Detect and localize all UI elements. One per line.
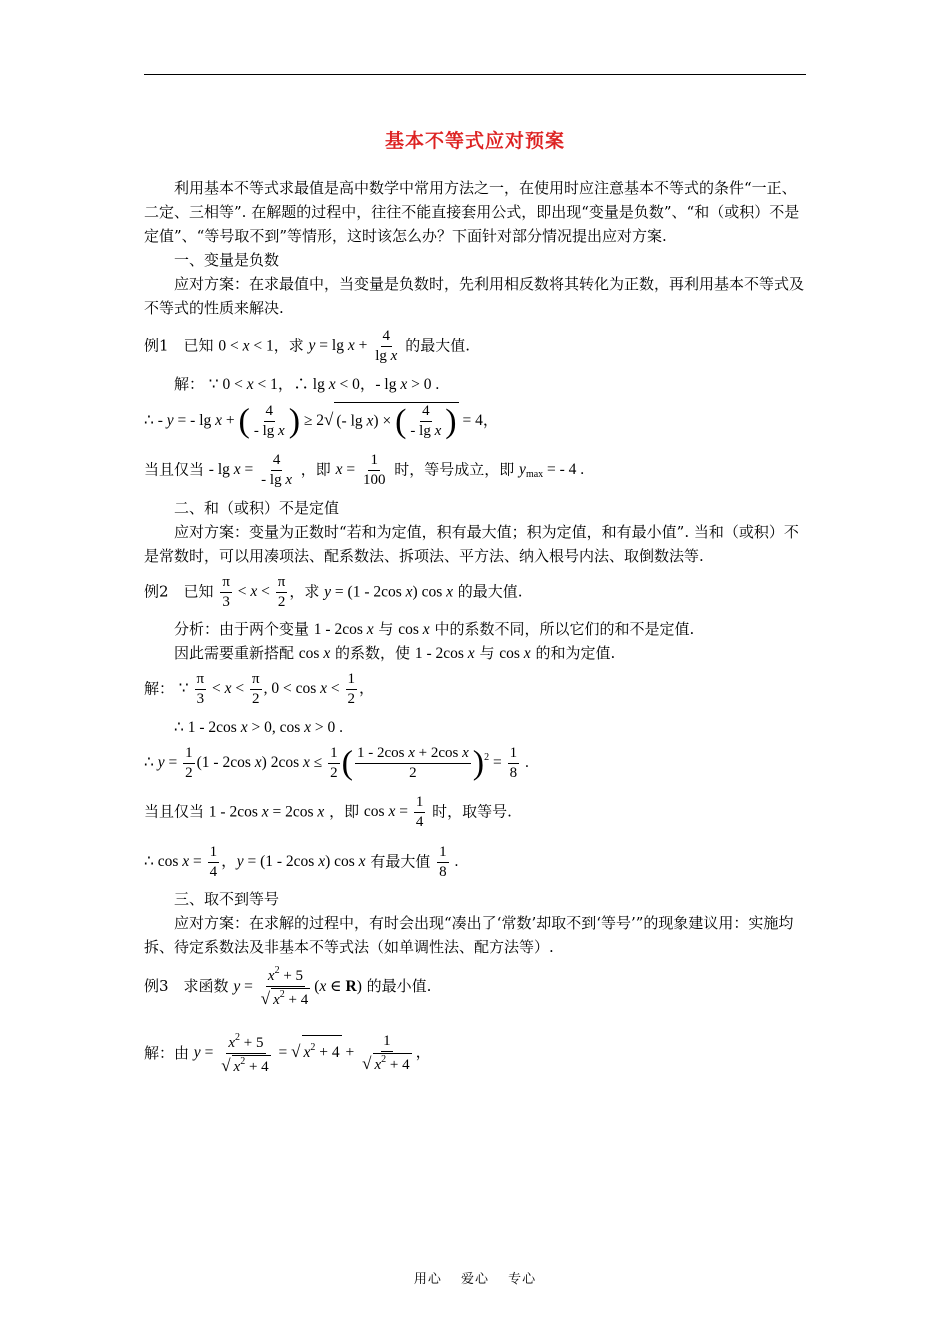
analysis-text-c: 中的系数不同，所以它们的和不是定值. bbox=[434, 620, 695, 638]
example1: 例1 已知 0 < x < 1，求 y = lg x + $\frac{4}{\text{lg x}}$ 的最大值. bbox=[144, 328, 470, 365]
example2-label: 例2 已知 bbox=[144, 581, 214, 600]
example2: 例2 已知 $\frac{\pi}{3}$ < x < $\frac{\pi}{2}$ ，求 y = (1 - 2cos x) cos x 的最大值. bbox=[144, 573, 523, 610]
conclusion-text: 有最大值 bbox=[370, 851, 431, 870]
example3: 例3 求函数 y = $\frac{x^2 + 5}{√ x^2 + 4}$ (x ∈ R) 的最小值. bbox=[144, 965, 432, 1009]
example1-solution-line1: 解： ∵ 0 < x < 1，∴ lg x < 0，- lg x > 0 . bbox=[174, 374, 440, 393]
page-footer bbox=[0, 1268, 950, 1287]
analysis-text-a: 分析：由于两个变量 bbox=[174, 620, 310, 638]
footer-text-3: 专心 bbox=[508, 1272, 537, 1287]
example1-tail: 的最大值. bbox=[405, 336, 470, 355]
intro-paragraph: 利用基本不等式求最值是高中数学中常用方法之一，在使用时应注意基本不等式的条件“一正、二定、三相等”. 在解题的过程中，往往不能直接套用公式，即出现“变量是负数”、“和（或积）不是定值”、“等号取不到”等情形，这时该怎么办？下面针对部分情况提出应对方案. bbox=[144, 179, 800, 245]
analysis2-text-a: 因此需要重新搭配 bbox=[174, 644, 295, 662]
equality-label: 当且仅当 bbox=[144, 802, 205, 821]
equality-tail: 时，等号成立，即 bbox=[394, 460, 515, 479]
document-body bbox=[144, 176, 808, 1082]
example3-solution: 解：由 y = $\frac{x^2 + 5}{√ x^2 + 4}$ = √ $x^2 + 4$ + $\frac{1}{√ x^2 + 4}$ ， bbox=[144, 1031, 432, 1075]
example2-equality: 当且仅当 1 - 2cos x = 2cos x ，即 cos x = $\frac{1}{4}$ 时，取等号. bbox=[144, 794, 512, 831]
example2-analysis2: 因此需要重新搭配 cos x 的系数，使 1 - 2cos x 与 cos x 的和为定值. bbox=[174, 644, 616, 662]
example2-solution-line1: 解： ∵ $\frac{\pi}{3}$ < x < $\frac{\pi}{2}$ , 0 < cos x < $\frac{1}{2}$ ， bbox=[144, 671, 375, 708]
example1-solution-line2: ∴ - y = - lg x + ( $\frac{4}{\text{- lg x}}$ ) ≥ 2√ (- lg x) × ( $\frac{4}{\text{- lg x}}$ ) = 4， bbox=[144, 402, 499, 440]
example2-conclusion: ∴ cos x = $\frac{1}{4}$ ，y = (1 - 2cos x) cos x 有最大值 $\frac{1}{8}$ . bbox=[144, 843, 459, 880]
analysis2-text-c: 与 bbox=[479, 644, 495, 662]
example2-tail: 的最大值. bbox=[457, 581, 523, 600]
section2-heading: 二、和（或积）不是定值 bbox=[174, 498, 340, 517]
solution-label: 解：由 bbox=[144, 1043, 190, 1062]
section3-plan: 应对方案：在求解的过程中，有时会出现“凑出了‘常数’却取不到‘等号’”的现象建议用：实施均拆、待定系数法及非基本不等式法（如单调性法、配方法等）. bbox=[144, 914, 794, 956]
section1-plan: 应对方案：在求最值中，当变量是负数时，先利用相反数将其转化为正数，再利用基本不等式及不等式的性质来解决. bbox=[144, 275, 805, 317]
section1-heading: 一、变量是负数 bbox=[174, 251, 280, 269]
analysis-text-b: 与 bbox=[378, 620, 394, 638]
analysis2-text-d: 的和为定值. bbox=[535, 644, 616, 662]
solution-label: 解： bbox=[174, 374, 205, 393]
footer-text-2: 爱心 bbox=[460, 1272, 489, 1287]
solution-label: 解： bbox=[144, 679, 175, 698]
example2-analysis1: 分析：由于两个变量 1 - 2cos x 与 cos x 中的系数不同，所以它们的和不是定值. bbox=[174, 620, 695, 638]
equality-mid: ，即 bbox=[329, 802, 360, 821]
header-rule bbox=[144, 74, 806, 75]
example2-solution-line3: ∴ y = $\frac{1}{2}$ (1 - 2cos x) 2cos x ≤ $\frac{1}{2}$ ( $\frac{\text{1 - 2cos x + 2cos x}}{2}$ )$^2$ = $\frac{1}{8}$ . bbox=[144, 744, 529, 782]
example1-condition: 0 < x < 1 bbox=[218, 337, 274, 355]
footer-text-1: 用心 bbox=[413, 1272, 442, 1287]
example3-tail: 的最小值. bbox=[366, 976, 432, 995]
example1-equality: 当且仅当 - lg x = $\frac{4}{\text{- lg x}}$ ，即 x = $\frac{1}{100}$ 时，等号成立，即 $y_{max}$ = - 4 . bbox=[144, 452, 585, 489]
equality-label: 当且仅当 bbox=[144, 460, 205, 479]
equality-tail: 时，取等号. bbox=[432, 802, 512, 821]
section3-heading: 三、取不到等号 bbox=[174, 890, 280, 908]
example3-label: 例3 求函数 bbox=[144, 976, 229, 995]
example1-function: y = lg x + $\frac{4}{\text{lg x}}$ bbox=[308, 328, 398, 365]
section2-plan: 应对方案：变量为正数时“若和为定值，积有最大值；积为定值，和有最小值”. 当和（或积）不是常数时，可以用凑项法、配系数法、拆项法、平方法、纳入根号内法、取倒数法等. bbox=[144, 522, 799, 565]
equality-mid: ，即 bbox=[300, 460, 331, 479]
document-title: 基本不等式应对预案 bbox=[384, 130, 565, 152]
example1-label: 例1 已知 bbox=[144, 336, 214, 355]
analysis2-text-b: 的系数，使 bbox=[335, 644, 411, 662]
example2-solution-line2: ∴ 1 - 2cos x > 0, cos x > 0 . bbox=[174, 718, 343, 736]
